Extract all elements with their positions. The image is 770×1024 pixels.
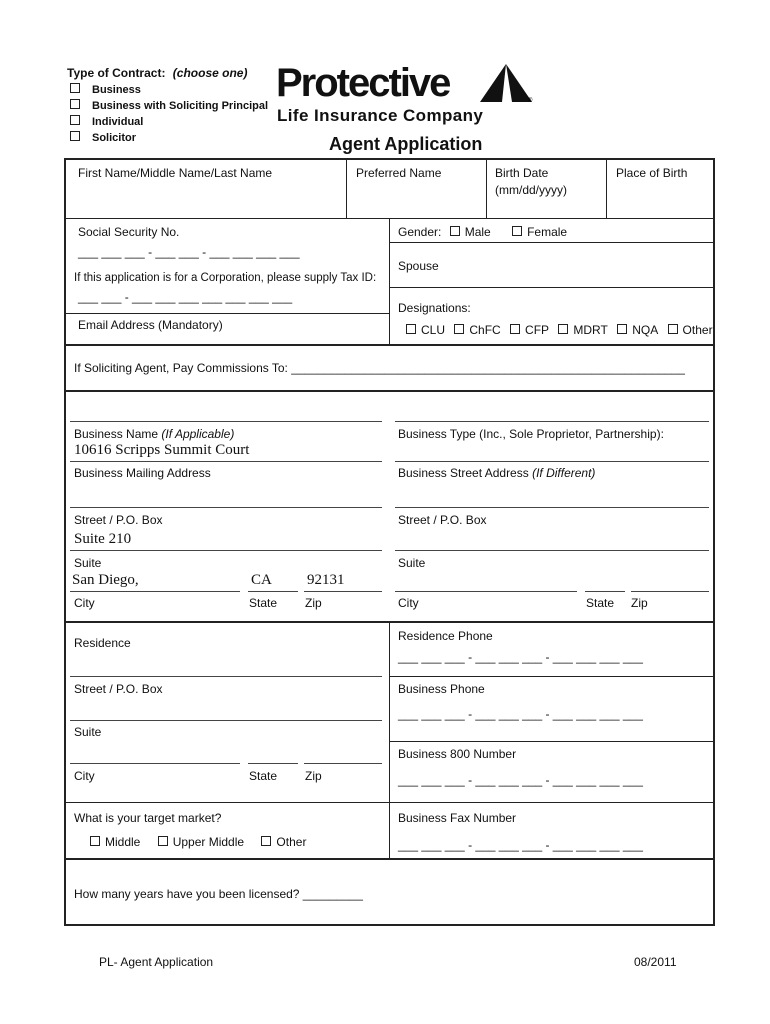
divider bbox=[389, 287, 715, 288]
market-option-label: Upper Middle bbox=[172, 835, 245, 849]
business-name-text: Business Name bbox=[74, 427, 159, 441]
zip-line bbox=[304, 591, 382, 592]
logo-tagline: Life Insurance Company bbox=[277, 106, 484, 125]
business-zip-value[interactable]: 92131 bbox=[307, 572, 345, 588]
divider bbox=[389, 676, 715, 677]
designation-label: CLU bbox=[421, 323, 446, 337]
market-option-label: Middle bbox=[105, 835, 141, 849]
city-line bbox=[70, 591, 240, 592]
business-mailing-address-value[interactable]: 10616 Scripps Summit Court bbox=[74, 442, 250, 458]
residence-zip-line bbox=[304, 763, 382, 764]
designation-label: NQA bbox=[632, 323, 659, 337]
market-other-option[interactable] bbox=[261, 835, 306, 849]
contract-option-individual[interactable] bbox=[70, 115, 143, 128]
market-upper-middle-option[interactable] bbox=[158, 835, 244, 849]
checkbox-icon bbox=[668, 324, 678, 334]
business-phone-field[interactable]: ___ ___ ___ - ___ ___ ___ - ___ ___ ___ ___ bbox=[398, 707, 643, 721]
gender-label: Gender: bbox=[398, 225, 442, 239]
business-suite-label: Suite bbox=[74, 556, 102, 570]
spouse-label: Spouse bbox=[398, 259, 439, 273]
ssn-field[interactable]: ___ ___ ___ - ___ ___ - ___ ___ ___ ___ bbox=[78, 245, 300, 259]
residence-phone-label: Residence Phone bbox=[398, 629, 493, 643]
residence-state-label: State bbox=[249, 769, 278, 783]
spouse-field[interactable] bbox=[470, 250, 710, 280]
zip-line bbox=[631, 591, 709, 592]
business-name-line bbox=[70, 421, 382, 422]
gender-row bbox=[398, 225, 567, 239]
market-middle-option[interactable] bbox=[90, 835, 140, 849]
checkbox-icon bbox=[512, 226, 522, 236]
contract-option-business-soliciting[interactable] bbox=[70, 99, 268, 112]
designations-options bbox=[406, 323, 719, 337]
divider bbox=[389, 218, 390, 345]
full-name-field[interactable] bbox=[66, 160, 346, 218]
target-market-options bbox=[90, 835, 306, 849]
market-option-label: Other bbox=[276, 835, 307, 849]
birth-date-label: Birth Date bbox=[495, 166, 549, 180]
corporation-tax-id-note: If this application is for a Corporation, please supply Tax ID: bbox=[74, 272, 377, 284]
contract-option-label: Solicitor bbox=[92, 132, 137, 144]
divider bbox=[64, 344, 715, 346]
company-logo bbox=[276, 60, 538, 130]
suite-line bbox=[70, 550, 382, 551]
suite-line bbox=[395, 550, 709, 551]
business-name-hint: (If Applicable) bbox=[161, 427, 235, 441]
business-zip-label-2: Zip bbox=[631, 596, 648, 610]
place-of-birth-field[interactable] bbox=[607, 160, 713, 218]
street-address-line bbox=[395, 461, 709, 462]
business-type-label: Business Type (Inc., Sole Proprietor, Partnership): bbox=[398, 427, 664, 441]
business-street-address-label bbox=[398, 466, 595, 480]
residence-label: Residence bbox=[74, 636, 131, 650]
state-line bbox=[248, 591, 298, 592]
business-800-label: Business 800 Number bbox=[398, 747, 517, 761]
business-city-label: City bbox=[74, 596, 95, 610]
checkbox-icon bbox=[158, 836, 168, 846]
street-line bbox=[395, 507, 709, 508]
business-name-label bbox=[74, 427, 234, 441]
business-fax-field[interactable]: ___ ___ ___ - ___ ___ ___ - ___ ___ ___ ___ bbox=[398, 838, 643, 852]
table-border-right bbox=[713, 158, 715, 926]
contract-type-heading bbox=[67, 66, 247, 80]
checkbox-icon bbox=[261, 836, 271, 846]
divider bbox=[389, 802, 715, 803]
residence-city-line bbox=[70, 763, 240, 764]
designation-label: CFP bbox=[525, 323, 550, 337]
business-street-label-2: Street / P.O. Box bbox=[398, 513, 487, 527]
table-border-left bbox=[64, 158, 66, 926]
residence-street-label: Street / P.O. Box bbox=[74, 682, 163, 696]
pyramid-logo-icon bbox=[476, 62, 534, 104]
residence-state-line bbox=[248, 763, 298, 764]
designation-mdrt[interactable] bbox=[558, 323, 607, 337]
checkbox-icon bbox=[510, 324, 520, 334]
checkbox-icon bbox=[70, 83, 80, 93]
residence-suite-label: Suite bbox=[74, 725, 102, 739]
place-of-birth-label: Place of Birth bbox=[616, 166, 688, 180]
divider bbox=[64, 313, 389, 314]
contract-option-label: Business bbox=[92, 84, 141, 96]
contract-option-label: Business with Soliciting Principal bbox=[92, 100, 269, 112]
pay-commissions-to-field[interactable]: If Soliciting Agent, Pay Commissions To: ___________________________________________________________ bbox=[74, 361, 685, 375]
business-mailing-address-label: Business Mailing Address bbox=[74, 466, 211, 480]
business-street-address-hint: (If Different) bbox=[532, 466, 596, 480]
designation-label: MDRT bbox=[573, 323, 608, 337]
email-field[interactable] bbox=[66, 334, 388, 344]
ssn-label: Social Security No. bbox=[78, 225, 180, 239]
divider bbox=[389, 741, 715, 742]
checkbox-icon bbox=[406, 324, 416, 334]
designation-other[interactable] bbox=[668, 323, 713, 337]
birth-date-format: (mm/dd/yyyy) bbox=[495, 183, 567, 197]
business-suite-value[interactable]: Suite 210 bbox=[74, 531, 132, 547]
business-state-value[interactable]: CA bbox=[251, 572, 272, 588]
contract-option-business[interactable] bbox=[70, 83, 141, 96]
business-city-label-2: City bbox=[398, 596, 419, 610]
business-type-line bbox=[395, 421, 709, 422]
business-fax-label: Business Fax Number bbox=[398, 811, 517, 825]
residence-street-line bbox=[70, 720, 382, 721]
checkbox-icon bbox=[70, 115, 80, 125]
checkbox-icon bbox=[70, 99, 80, 109]
residence-city-label: City bbox=[74, 769, 95, 783]
designation-clu[interactable] bbox=[406, 323, 445, 337]
divider bbox=[64, 858, 715, 860]
logo-wordmark: Protective bbox=[276, 61, 450, 105]
gender-female-option[interactable] bbox=[512, 225, 567, 239]
footer-form-date: 08/2011 bbox=[634, 955, 677, 969]
checkbox-icon bbox=[70, 131, 80, 141]
city-line bbox=[395, 591, 577, 592]
business-800-field[interactable]: ___ ___ ___ - ___ ___ ___ - ___ ___ ___ ___ bbox=[398, 773, 643, 787]
contract-type-hint: (choose one) bbox=[172, 66, 248, 80]
divider bbox=[64, 390, 715, 392]
designation-label: ChFC bbox=[469, 323, 501, 337]
preferred-name-field[interactable] bbox=[347, 160, 486, 218]
business-zip-label: Zip bbox=[305, 596, 322, 610]
divider bbox=[64, 802, 389, 803]
divider bbox=[389, 621, 390, 859]
designation-cfp[interactable] bbox=[510, 323, 549, 337]
gender-male-label: Male bbox=[464, 225, 491, 239]
checkbox-icon bbox=[454, 324, 464, 334]
target-market-label: What is your target market? bbox=[74, 811, 222, 825]
table-border-bottom bbox=[64, 924, 715, 926]
residence-phone-field[interactable]: ___ ___ ___ - ___ ___ ___ - ___ ___ ___ ___ bbox=[398, 650, 643, 664]
contract-type-title: Type of Contract: bbox=[67, 66, 166, 80]
state-line bbox=[585, 591, 625, 592]
footer-form-name: PL- Agent Application bbox=[99, 955, 214, 969]
checkbox-icon bbox=[450, 226, 460, 236]
mailing-address-line bbox=[70, 461, 382, 462]
birth-date-field[interactable] bbox=[487, 160, 606, 218]
tax-id-field[interactable]: ___ ___ - ___ ___ ___ ___ ___ ___ ___ bbox=[78, 290, 293, 304]
divider bbox=[389, 242, 715, 243]
form-title: Agent Application bbox=[329, 134, 483, 154]
checkbox-icon bbox=[90, 836, 100, 846]
business-street-label: Street / P.O. Box bbox=[74, 513, 163, 527]
business-street-address-text: Business Street Address bbox=[398, 466, 529, 480]
contract-option-solicitor[interactable] bbox=[70, 131, 136, 144]
residence-line bbox=[70, 676, 382, 677]
business-suite-label-2: Suite bbox=[398, 556, 426, 570]
designation-label: Other bbox=[682, 323, 713, 337]
preferred-name-label: Preferred Name bbox=[356, 166, 442, 180]
years-licensed-field[interactable]: How many years have you been licensed? _________ bbox=[74, 887, 363, 901]
checkbox-icon bbox=[617, 324, 627, 334]
svg-text:®: ® bbox=[528, 98, 533, 104]
business-state-label: State bbox=[249, 596, 278, 610]
street-line bbox=[70, 507, 382, 508]
checkbox-icon bbox=[558, 324, 568, 334]
first-middle-last-name-label: First Name/Middle Name/Last Name bbox=[78, 166, 273, 180]
designation-nqa[interactable] bbox=[617, 323, 658, 337]
business-phone-label: Business Phone bbox=[398, 682, 485, 696]
business-state-label-2: State bbox=[586, 596, 615, 610]
business-city-value[interactable]: San Diego, bbox=[72, 572, 139, 588]
designation-chfc[interactable] bbox=[454, 323, 500, 337]
designations-label: Designations: bbox=[398, 301, 471, 315]
residence-zip-label: Zip bbox=[305, 769, 322, 783]
gender-male-option[interactable] bbox=[450, 225, 491, 239]
email-label: Email Address (Mandatory) bbox=[78, 318, 223, 332]
contract-option-label: Individual bbox=[92, 116, 144, 128]
gender-female-label: Female bbox=[527, 225, 568, 239]
